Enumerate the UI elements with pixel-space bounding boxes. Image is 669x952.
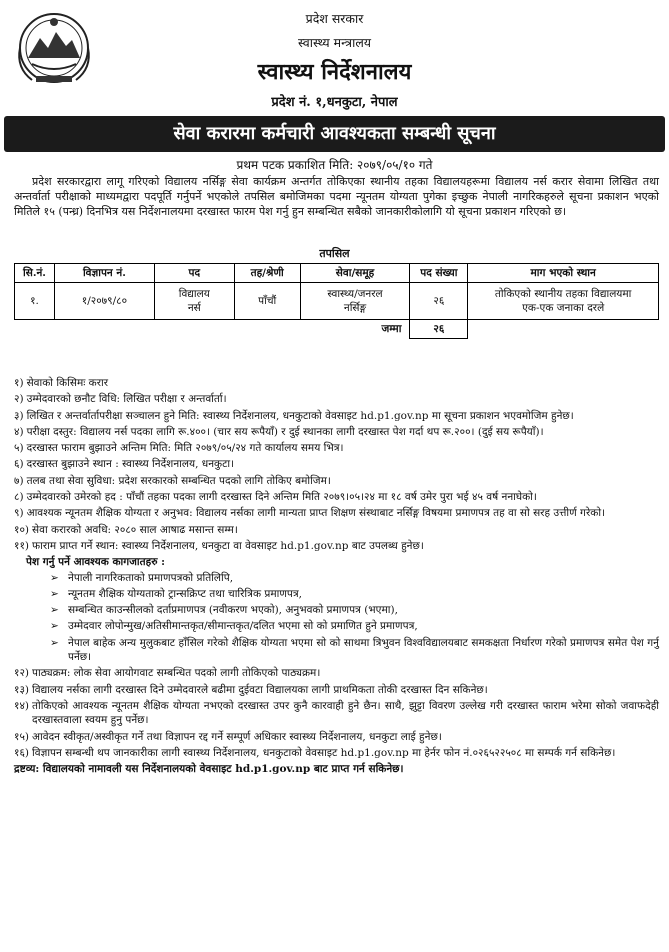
item-number: १६) bbox=[14, 746, 30, 759]
cell-place bbox=[468, 283, 659, 320]
item-number: १) bbox=[14, 377, 24, 389]
letterhead bbox=[0, 6, 669, 111]
list-item bbox=[14, 523, 659, 537]
col-header: सि.नं. bbox=[15, 264, 55, 283]
item-number: ११) bbox=[14, 539, 30, 552]
item-text: सेवाको किसिमः करार bbox=[26, 377, 109, 389]
publication-date: प्रथम पटक प्रकाशित मिति: २०७९/०५/१० गते bbox=[236, 158, 433, 172]
col-header: सेवा/समूह bbox=[300, 264, 410, 283]
item-text: विद्यालय नर्सका लागी दरखास्त दिने उम्मेदवारले बढीमा दुईवटा विद्यालयका लागी प्राथमिकता तोकी दरखास्त दिन सकिनेछ। bbox=[32, 683, 488, 696]
list-item bbox=[14, 666, 659, 680]
col-header: तह/श्रेणी bbox=[234, 264, 300, 283]
item-text: आवेदन स्वीकृत/अस्वीकृत गर्ने तथा विज्ञापन रद्द गर्ने सम्पूर्ण अधिकार स्वास्थ्य निर्देशनालय, धनकुटा लाई हुनेछ। bbox=[32, 730, 442, 743]
item-text: दरखास्त बुझाउने स्थान : स्वास्थ्य निर्देशनालय, धनकुटा। bbox=[26, 458, 235, 471]
list-item bbox=[14, 730, 659, 744]
document-text: न्यूनतम शैक्षिक योग्यताको ट्रान्सक्रिप्ट तथा चारित्रिक प्रमाणपत्र, bbox=[68, 587, 303, 600]
list-item bbox=[14, 490, 659, 504]
document-text: नेपाल बाहेक अन्य मुलुकबाट हाँसिल गरेको शैक्षिक योग्यता भएमा सो को साथमा त्रिभुवन विश्वविद्यालयबाट समकक्षता निर्धारण गरेको प्रमाणपत्र समेत पेश गर्नु पर्नेछ। bbox=[68, 636, 659, 664]
item-number: १३) bbox=[14, 683, 30, 696]
vacancy-table bbox=[14, 263, 659, 339]
item-text: परीक्षा दस्तुर: विद्यालय नर्स पदका लागि रू.४००। (चार सय रूपैयाँ) र दुई स्थानका लागी दरखास्त पेश गर्दा थप रू.२००। (दुई सय रूपैयाँ)। bbox=[26, 425, 544, 438]
table-header-row bbox=[15, 264, 659, 283]
item-text: सेवा करारको अवधि: २०८० साल आषाढ मसान्त सम्म। bbox=[32, 523, 238, 536]
item-number: १२) bbox=[14, 667, 30, 680]
list-item bbox=[14, 699, 659, 728]
item-number: १४) bbox=[14, 699, 30, 712]
col-header: पद bbox=[154, 264, 234, 283]
list-item bbox=[14, 746, 659, 760]
document-text: उम्मेदवार लोपोन्मुख/अतिसीमान्तकृत/सीमान्तकृत/दलित भएमा सो को प्रमाणित हुने प्रमाणपत्र, bbox=[68, 620, 418, 633]
document-item bbox=[50, 603, 659, 617]
list-item bbox=[14, 539, 659, 553]
list-item bbox=[14, 425, 659, 439]
cell-sn: १. bbox=[15, 283, 55, 320]
item-text: तलब तथा सेवा सुविधा: प्रदेश सरकारको सम्बन्धित पदको लागि तोकिए बमोजिम। bbox=[26, 474, 331, 487]
cell-count: २६ bbox=[410, 283, 468, 320]
table-total-row bbox=[15, 320, 659, 339]
note-text: द्रष्टव्य: विद्यालयको नामावली यस निर्देशनालयको वेवसाइट hd.p1.gov.np बाट प्राप्त गर्न सकिनेछ। bbox=[14, 763, 404, 776]
list-item bbox=[14, 683, 659, 697]
cell-place-l2: एक-एक जनाका दरले bbox=[522, 302, 605, 314]
item-text: तोकिएको आवश्यक न्यूनतम शैक्षिक योग्यता नभएको दरखास्त उपर कुनै कारवाही हुने छैन। साथै, झुट्टा विवरण उल्लेख गरी दरखास्त फाराम भरेमा सोको जवाफदेही दरखास्तवाला स्वयम हुनु पर्नेछ। bbox=[32, 699, 659, 727]
document-item bbox=[50, 636, 659, 665]
arrow-bullet-icon: ➢ bbox=[50, 604, 59, 617]
list-item bbox=[14, 474, 659, 488]
cell-group-l2: नर्सिङ्ग bbox=[343, 302, 367, 314]
arrow-bullet-icon: ➢ bbox=[50, 571, 59, 584]
item-text: उम्मेदवारको छनौट विधि: लिखित परीक्षा र अन्तर्वार्ता। bbox=[26, 393, 227, 406]
table-row bbox=[15, 283, 659, 320]
arrow-bullet-icon: ➢ bbox=[50, 636, 59, 649]
document-item bbox=[50, 571, 659, 585]
list-item bbox=[14, 441, 659, 455]
col-header: माग भएको स्थान bbox=[468, 264, 659, 283]
item-number: १०) bbox=[14, 523, 30, 536]
item-text: आवश्यक न्यूनतम शैक्षिक योग्यता र अनुभव: विद्यालय नर्सका लागी मान्यता प्राप्त शिक्षण संस्थाबाट नर्सिङ्ग विषयमा प्रमाणपत्र तह वा सो सरह उत्तीर्ण गरेको। bbox=[26, 507, 606, 520]
intro-paragraph: प्रदेश सरकारद्वारा लागू गरिएको विद्यालय नर्सिङ्ग सेवा कार्यक्रम अन्तर्गत तोकिएका स्थानीय तहका विद्यालयहरूमा विद्यालय नर्स करार सेवामा लिखित तथा अन्तर्वार्ता परीक्षाको माध्यमद्वारा पदपूर्ति गर्नुपर्ने भएकोले तपसिल बमोजिमका पदमा न्यूनतम योग्यता पुगेका इच्छुक नेपाली नागरिकहरुले सूचना प्रकाशन भएको मितिले १५ (पन्ध्र) दिनभित्र यस निर्देशनालयमा दरखास्त फारम पेश गर्नु हुन सम्बन्धित सबैको जानकारीकोलागि यो सूचना प्रकाशन गरिएको छ। bbox=[14, 175, 659, 218]
cell-group bbox=[300, 283, 410, 320]
arrow-bullet-icon: ➢ bbox=[50, 587, 59, 600]
item-text: फाराम प्राप्त गर्ने स्थान: स्वास्थ्य निर्देशनालय, धनकुटा वा वेवसाइट hd.p1.gov.np बाट उपलब्ध हुनेछ। bbox=[32, 539, 424, 552]
item-number: ३) bbox=[14, 409, 24, 422]
item-number: ४) bbox=[14, 425, 24, 438]
col-header: पद संख्या bbox=[410, 264, 468, 283]
document-item bbox=[50, 587, 659, 601]
cell-post-l2: नर्स bbox=[187, 302, 201, 314]
cell-group-l1: स्वास्थ्य/जनरल bbox=[327, 288, 383, 300]
total-value: २६ bbox=[410, 320, 468, 339]
col-header: विज्ञापन नं. bbox=[54, 264, 154, 283]
office-address: प्रदेश नं. १,धनकुटा, नेपाल bbox=[271, 95, 398, 110]
conditions-list bbox=[14, 376, 659, 776]
item-text: पाठ्यक्रम: लोक सेवा आयोगवाट सम्बन्धित पदको लागी तोकिएको पाठ्यक्रम। bbox=[32, 667, 321, 680]
item-number: ९) bbox=[14, 507, 24, 520]
list-item bbox=[14, 376, 659, 390]
total-label: जम्मा bbox=[15, 320, 410, 339]
govt-line: प्रदेश सरकार bbox=[305, 11, 364, 26]
schedule-heading: तपसिल bbox=[319, 247, 350, 260]
item-text: विज्ञापन सम्बन्धी थप जानकारीका लागी स्वास्थ्य निर्देशनालय, धनकुटाको वेवसाइट hd.p1.gov.np मा हेर्नर फोन नं.०२६५२२५०८ मा सम्पर्क गर्न सकिनेछ। bbox=[32, 746, 616, 759]
document-text: सम्बन्धित काउन्सीलको दर्ताप्रमाणपत्र (नवीकरण भएको), अनुभवको प्रमाणपत्र (भएमा), bbox=[68, 604, 398, 617]
cell-adv-no: १/२०७९/८० bbox=[54, 283, 154, 320]
list-item bbox=[14, 392, 659, 406]
item-text: लिखित र अन्तर्वार्तापरीक्षा सञ्चालन हुने मिति: स्वास्थ्य निर्देशनालय, धनकुटाको वेवसाइट hd.p1.gov.np मा सूचना प्रकाशन भएवमोजिम हुनेछ। bbox=[26, 409, 574, 422]
item-number: २) bbox=[14, 393, 24, 406]
item-number: १५) bbox=[14, 730, 30, 743]
item-text: दरखास्त फाराम बुझाउने अन्तिम मिति: मिति २०७९/०५/२४ गते कार्यालय समय भित्र। bbox=[26, 442, 344, 455]
ministry-line: स्वास्थ्य मन्त्रालय bbox=[297, 35, 372, 50]
notice-banner: सेवा करारमा कर्मचारी आवश्यकता सम्बन्धी सूचना bbox=[4, 116, 665, 152]
document-item bbox=[50, 619, 659, 633]
item-number: ५) bbox=[14, 442, 24, 455]
item-number: ८) bbox=[14, 491, 24, 504]
item-text: उम्मेदवारको उमेरको हद : पाँचौं तहका पदका लागी दरखास्त दिने अन्तिम मिति २०७९।०५।२४ मा १८ वर्ष उमेर पुरा भई ४५ वर्ष ननाघेको। bbox=[26, 491, 537, 504]
office-title: स्वास्थ्य निर्देशनालय bbox=[257, 59, 412, 85]
total-empty bbox=[468, 320, 659, 339]
arrow-bullet-icon: ➢ bbox=[50, 620, 59, 633]
cell-level: पाँचौं bbox=[234, 283, 300, 320]
document-text: नेपाली नागरिकताको प्रमाणपत्रको प्रतिलिपि, bbox=[68, 571, 234, 584]
list-item bbox=[14, 506, 659, 520]
list-item bbox=[14, 409, 659, 423]
cell-place-l1: तोकिएको स्थानीय तहका विद्यालयमा bbox=[494, 288, 632, 300]
item-number: ७) bbox=[14, 474, 24, 487]
cell-post-l1: विद्यालय bbox=[178, 288, 210, 300]
documents-heading: पेश गर्नु पर्ने आवश्यक कागजातहरु : bbox=[26, 556, 166, 569]
item-number: ६) bbox=[14, 458, 24, 471]
list-item bbox=[14, 457, 659, 471]
cell-post bbox=[154, 283, 234, 320]
